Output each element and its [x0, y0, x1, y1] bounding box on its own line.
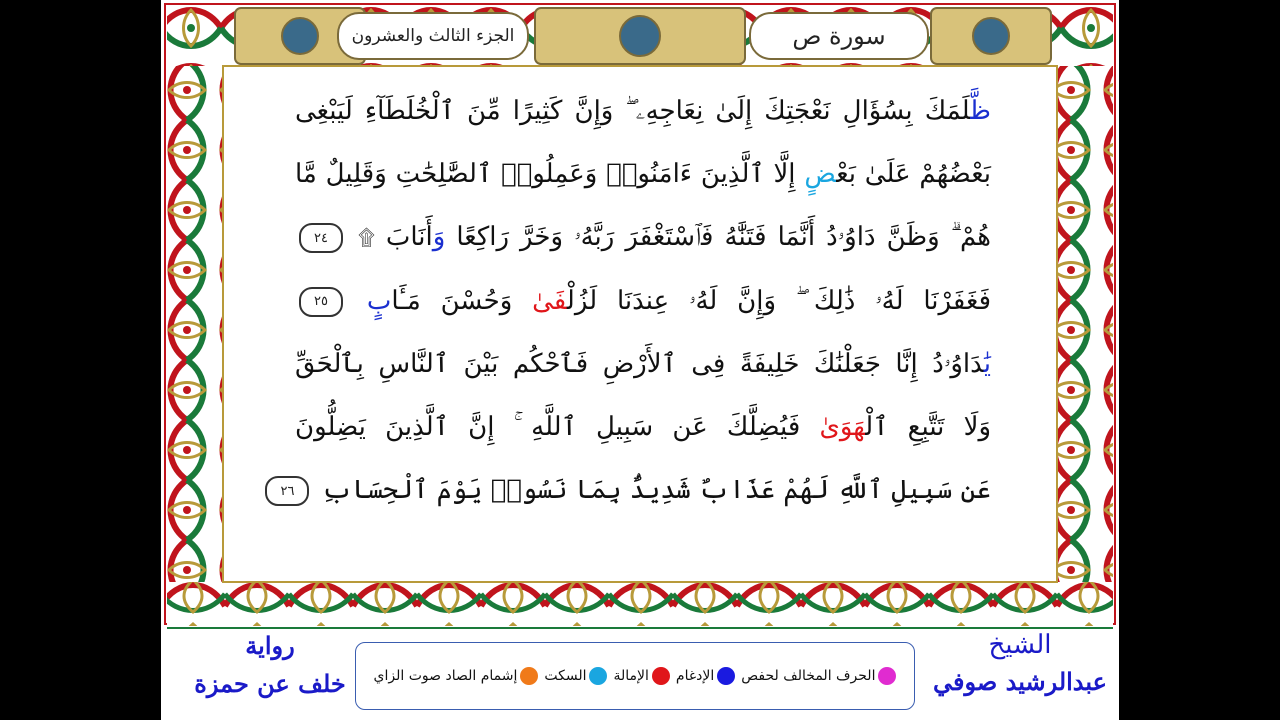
legend-label: إشمام الصاد صوت الزاي — [373, 668, 518, 684]
verse-line-3 — [295, 206, 991, 269]
reciter-label — [921, 628, 1119, 720]
idgham-mark: بٍ — [366, 285, 392, 316]
sakt-mark: ضٍ — [804, 159, 837, 190]
verse-line-6 — [295, 396, 991, 459]
verse-text: أَنَابَ — [385, 222, 433, 253]
legend-item-idgham — [676, 667, 735, 685]
verse-text: عَن سَبِيلِ ٱللَّهِ لَهُمْ عَذَابٌ شَدِيدٌۢ بِمَا نَسُوا۟ يَوْمَ ٱلْحِسَابِ — [321, 475, 991, 506]
verse-text: فَيُضِلَّكَ عَن سَبِيلِ ٱللَّهِ ۚ إِنَّ ٱلَّذِينَ يَضِلُّونَ — [295, 411, 820, 442]
legend-label: الإدغام — [675, 668, 715, 684]
legend-label: الإمالة — [613, 668, 649, 684]
blue-dot-icon — [717, 667, 735, 685]
verse-text: لَمَكَ بِسُؤَالِ نَعْجَتِكَ إِلَىٰ نِعَاجِهِۦ ۖ وَإِنَّ كَثِيرًا مِّنَ ٱلْخُلَطَآءِ لَيَبْغِى — [295, 96, 971, 126]
imala-mark: فَىٰ — [532, 285, 567, 316]
legend-item-hafs-diff — [741, 667, 896, 685]
light-blue-dot-icon — [589, 667, 607, 685]
idgham-mark: يَٰ — [983, 348, 991, 379]
sajda-icon: ۩ — [358, 226, 375, 252]
verse-line-7 — [280, 459, 991, 522]
ayah-number-marker: ٢٤ — [299, 223, 343, 253]
verse-line-1 — [295, 80, 991, 143]
verse-line-4 — [295, 270, 991, 333]
verse-text: وَحُسْنَ مَـَٔا — [391, 285, 533, 316]
reciter-title: الشيخ — [988, 630, 1052, 660]
verse-text: هُمْ ۗ وَظَنَّ دَاوُۥدُ أَنَّمَا فَتَنَّٰهُ فَٱسْتَغْفَرَ رَبَّهُۥ وَخَرَّ رَاكِعًا — [445, 222, 992, 253]
pink-dot-icon — [878, 667, 896, 685]
orange-dot-icon — [520, 667, 538, 685]
legend-item-imala — [613, 667, 669, 685]
verse-line-2 — [295, 143, 991, 206]
color-legend — [355, 642, 915, 710]
idgham-mark: وَ — [432, 222, 446, 253]
verse-text: وَلَا تَتَّبِعِ ٱلْ — [865, 411, 992, 442]
riwaya-label — [181, 628, 359, 720]
mushaf-page — [161, 0, 1119, 720]
verse-text-area — [280, 80, 992, 586]
legend-item-ishmam — [374, 667, 539, 685]
riwaya-name: خلف عن حمزة — [194, 669, 346, 698]
legend-label: الحرف المخالف لحفص — [741, 668, 876, 684]
verse-line-5 — [295, 333, 991, 396]
verse-text: بَعْضُهُمْ عَلَىٰ بَعْ — [836, 159, 992, 190]
riwaya-title: رواية — [245, 631, 295, 660]
juz-title: الجزء الثالث والعشرون — [337, 12, 529, 60]
reciter-name: عبدالرشيد صوفي — [933, 667, 1107, 696]
ayah-number-marker: ٢٦ — [265, 476, 309, 506]
verse-text: فَغَفَرْنَا لَهُۥ ذَٰلِكَ ۖ وَإِنَّ لَهُۥ عِندَنَا لَزُلْ — [566, 285, 992, 316]
surah-title: سورة ص — [749, 12, 929, 60]
verse-text: رْضِ فَٱحْكُم بَيْنَ ٱلنَّاسِ بِٱلْحَقِّ — [295, 348, 647, 379]
verse-text: إِلَّا ٱلَّذِينَ ءَامَنُوا۟ وَعَمِلُوا۟ ٱلصَّٰلِحَٰتِ وَقَلِيلٌ مَّا — [295, 159, 805, 190]
idgham-mark: ظَّ — [970, 96, 991, 126]
red-dot-icon — [652, 667, 670, 685]
ayah-number-marker: ٢٥ — [299, 287, 343, 317]
verse-text: دَاوُۥدُ إِنَّا جَعَلْنَٰكَ خَلِيفَةً فِى ٱل — [646, 348, 984, 379]
legend-label: السكت — [544, 668, 587, 684]
legend-item-sakt — [544, 667, 607, 685]
imala-mark: هَوَىٰ — [819, 411, 866, 442]
